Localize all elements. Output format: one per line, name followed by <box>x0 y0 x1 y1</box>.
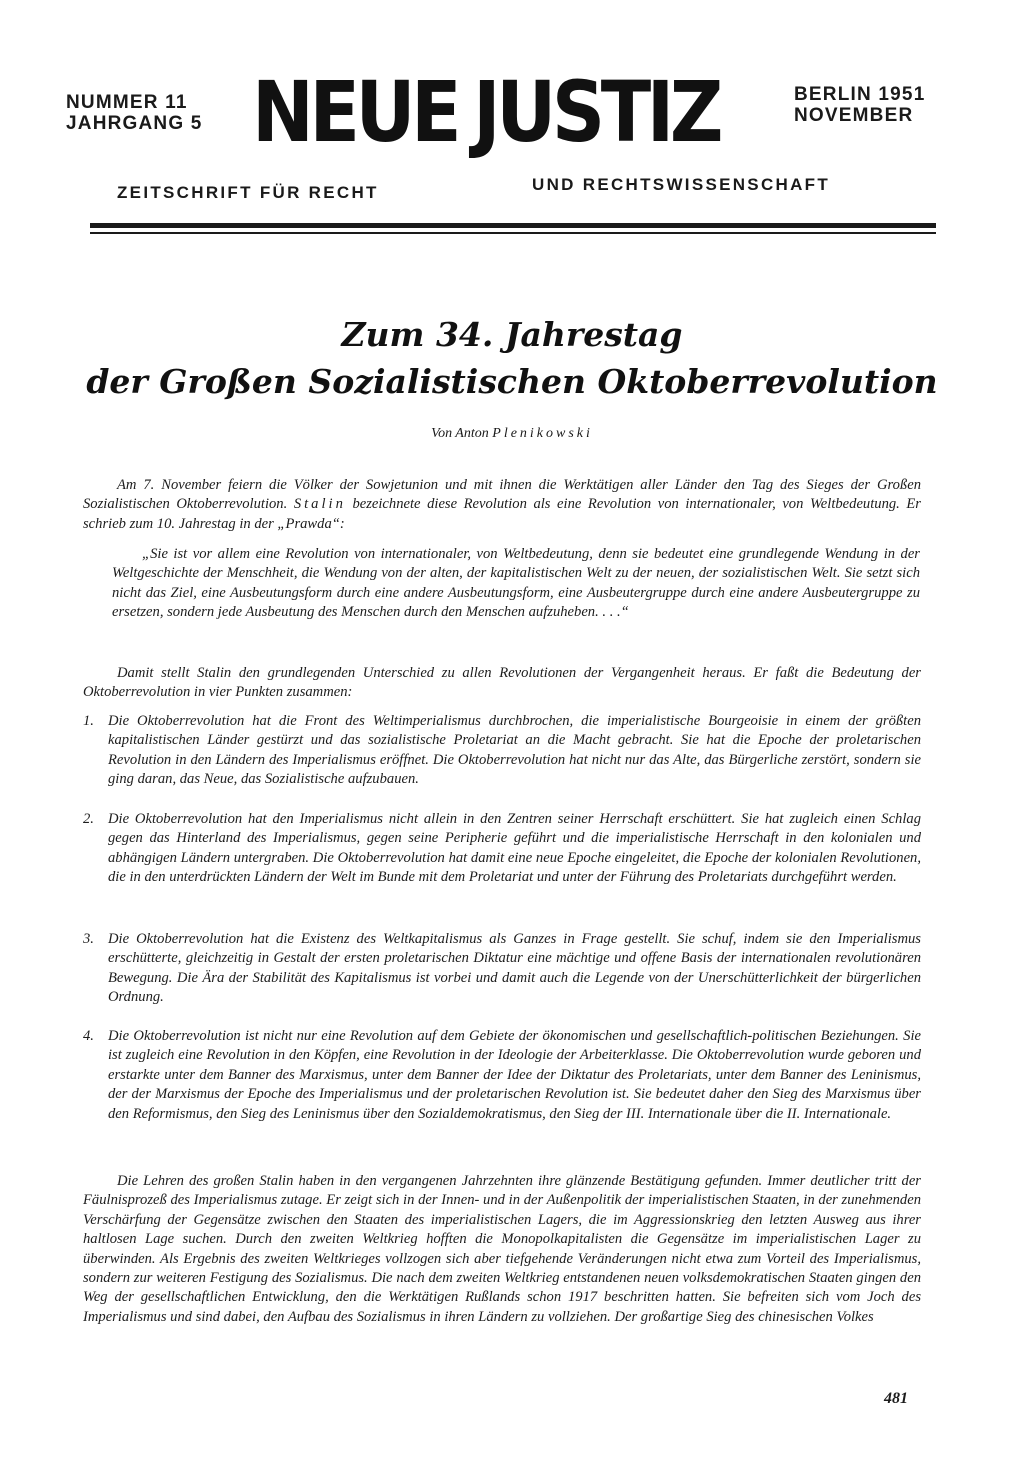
point-2-number: 2. <box>83 811 94 827</box>
masthead-word-justiz: JUSTIZ <box>473 63 720 161</box>
point-3 <box>83 930 921 1008</box>
intro-paragraph <box>83 476 921 534</box>
point-2-text: Die Oktoberrevolution hat den Imperialismus nicht allein in den Zentren seiner Herrschaft erschüttert. Sie hat zugleich einen Schlag gegen das Hinterland des Imperialismus, gegen seine Peripherie geführt und die imperialistische Herrschaft in den kolonialen und abhängigen Ländern untergraben. Die Oktoberrevolution hat damit eine neue Epoche eingeleitet, die Epoche der kolonialen Revolutionen, die in den unterdrückten Ländern der Welt im Bunde mit dem Proletariat und unter der Führung des Proletariats durchgeführt werden. <box>108 811 921 886</box>
point-3-text: Die Oktoberrevolution hat die Existenz des Weltkapitalismus als Ganzes in Frage gestellt. Sie schuf, indem sie den Imperialismus erschütterte, gleichzeitig in Gestalt der ersten proletarischen Diktatur eine mächtige und offene Basis der internationalen revolutionären Bewegung. Die Ära der Stabilität des Kapitalismus ist vorbei und damit auch die Legende von der Unerschütterlichkeit der bürgerlichen Ordnung. <box>108 931 921 1006</box>
issue-month: NOVEMBER <box>794 105 914 126</box>
intro-text-b: bezeichnete diese Revolution als eine Revolution von internationaler, von Weltbedeutung. Er schrieb zum 10. Jahrestag in der „Prawda“: <box>83 496 921 532</box>
author-prefix: Von Anton <box>431 426 493 441</box>
damit-paragraph: Damit stellt Stalin den grundlegenden Unterschied zu allen Revolutionen der Vergangenheit heraus. Er faßt die Bedeutung der Oktoberrevolution in vier Punkten zusammen: <box>83 665 921 701</box>
point-4-number: 4. <box>83 1028 94 1044</box>
point-1-text: Die Oktoberrevolution hat die Front des Weltimperialismus durchbrochen, die imperialistische Bourgeoisie in einem der größten kapitalistischen Länder gestürzt und das sozialistische Proletariat an die Macht gebracht. Sie hat die Epoche der proletarischen Revolution in den Ländern des Imperialismus eröffnet. Die Oktoberrevolution hat nicht nur das Alte, das Bürgerliche zerstört, sondern sie ging daran, das Neue, das Sozialistische aufzubauen. <box>108 713 921 788</box>
author-name: Plenikowski <box>492 426 593 441</box>
header-rule-thick <box>90 223 936 228</box>
point-4 <box>83 1027 921 1124</box>
date-info <box>794 84 925 126</box>
point-3-number: 3. <box>83 931 94 947</box>
masthead-logo <box>252 63 720 161</box>
subtitle-left: ZEITSCHRIFT FÜR RECHT <box>117 183 379 202</box>
intro-stalin: Stalin <box>293 496 346 513</box>
point-1-number: 1. <box>83 713 94 729</box>
issue-number: NUMMER 11 <box>66 92 188 113</box>
article-title-line-2: der Großen Sozialistischen Oktoberrevolution <box>86 362 938 401</box>
header-rule-thin <box>90 232 936 234</box>
masthead-word-neue: NEUE <box>252 63 458 161</box>
closing-paragraph: Die Lehren des großen Stalin haben in den vergangenen Jahrzehnten ihre glänzende Bestätigung gefunden. Immer deutlicher tritt der Fäulnisprozeß des Imperialismus zutage. Er zeigt sich in der Innen- und in der Außenpolitik der imperialistischen Staaten, in der zunehmenden Verschärfung der Gegensätze zwischen den Staaten des imperialistischen Lagers, die im Aggressionskrieg den letzten Ausweg aus ihrer haltlosen Lage suchen. Durch den zweiten Weltkrieg hofften die Monopolkapitalisten die Gegensätze im imperialistischen Lager zu überwinden. Als Ergebnis des zweiten Weltkrieges vollzogen sich aber tiefgehende Veränderungen nicht etwa zum Vorteil des Imperialismus, sondern zur weiteren Festigung des Sozialismus. Die nach dem zweiten Weltkrieg entstandenen neuen volksdemokratischen Staaten gingen den Weg der gesellschaftlichen Entwicklung, den die Werktätigen Rußlands schon 1917 beschritten hatten. Sie befreiten sich vom Joch des Imperialismus und sind dabei, den Aufbau des Sozialismus in ihren Ländern zu vollziehen. Der großartige Sieg des chinesischen Volkes <box>83 1173 921 1325</box>
subtitle-right: UND RECHTSWISSENSCHAFT <box>532 175 831 194</box>
article-author <box>0 426 1024 442</box>
intro-text-a: Am 7. November feiern die Völker der Sowjetunion und mit ihnen die Werktätigen aller Länder den Tag des Sieges der Großen Sozialistischen Oktoberrevolution. <box>83 477 921 513</box>
page-number: 481 <box>884 1390 908 1407</box>
point-1 <box>83 712 921 790</box>
place-year: BERLIN 1951 <box>794 84 926 105</box>
stalin-quote: „Sie ist vor allem eine Revolution von internationaler, von Weltbedeutung, denn sie bedeutet eine grundlegende Wendung in der Weltgeschichte der Menschheit, die Wendung von der alten, der kapitalistischen Welt zu der neuen, der sozialistischen Welt. Sie setzt sich nicht das Ziel, eine Ausbeutungsform durch eine andere Ausbeutungsform, eine Ausbeutergruppe durch eine andere Ausbeutergruppe zu ersetzen, sondern jede Ausbeutung des Menschen durch den Menschen aufzuheben. . . .“ <box>112 546 920 621</box>
volume-number: JAHRGANG 5 <box>66 113 203 134</box>
article-title-line-1: Zum 34. Jahrestag <box>341 315 683 354</box>
issue-info <box>66 92 203 134</box>
point-2 <box>83 810 921 888</box>
point-4-text: Die Oktoberrevolution ist nicht nur eine Revolution auf dem Gebiete der ökonomischen und gesellschaftlich-politischen Beziehungen. Sie ist zugleich eine Revolution in den Köpfen, eine Revolution in der Ideologie der Arbeiterklasse. Die Oktoberrevolution wurde geboren und erstarkte unter dem Banner des Marxismus, unter dem Banner der Idee der Diktatur des Proletariats, unter dem Banner des Leninismus, der der Marxismus der Epoche des Imperialismus und der proletarischen Revolution ist. Sie bedeutet daher den Sieg des Marxismus über den Reformismus, den Sieg des Leninismus über den Sozialdemokratismus, den Sieg der III. Internationale über die II. Internationale. <box>108 1028 921 1122</box>
